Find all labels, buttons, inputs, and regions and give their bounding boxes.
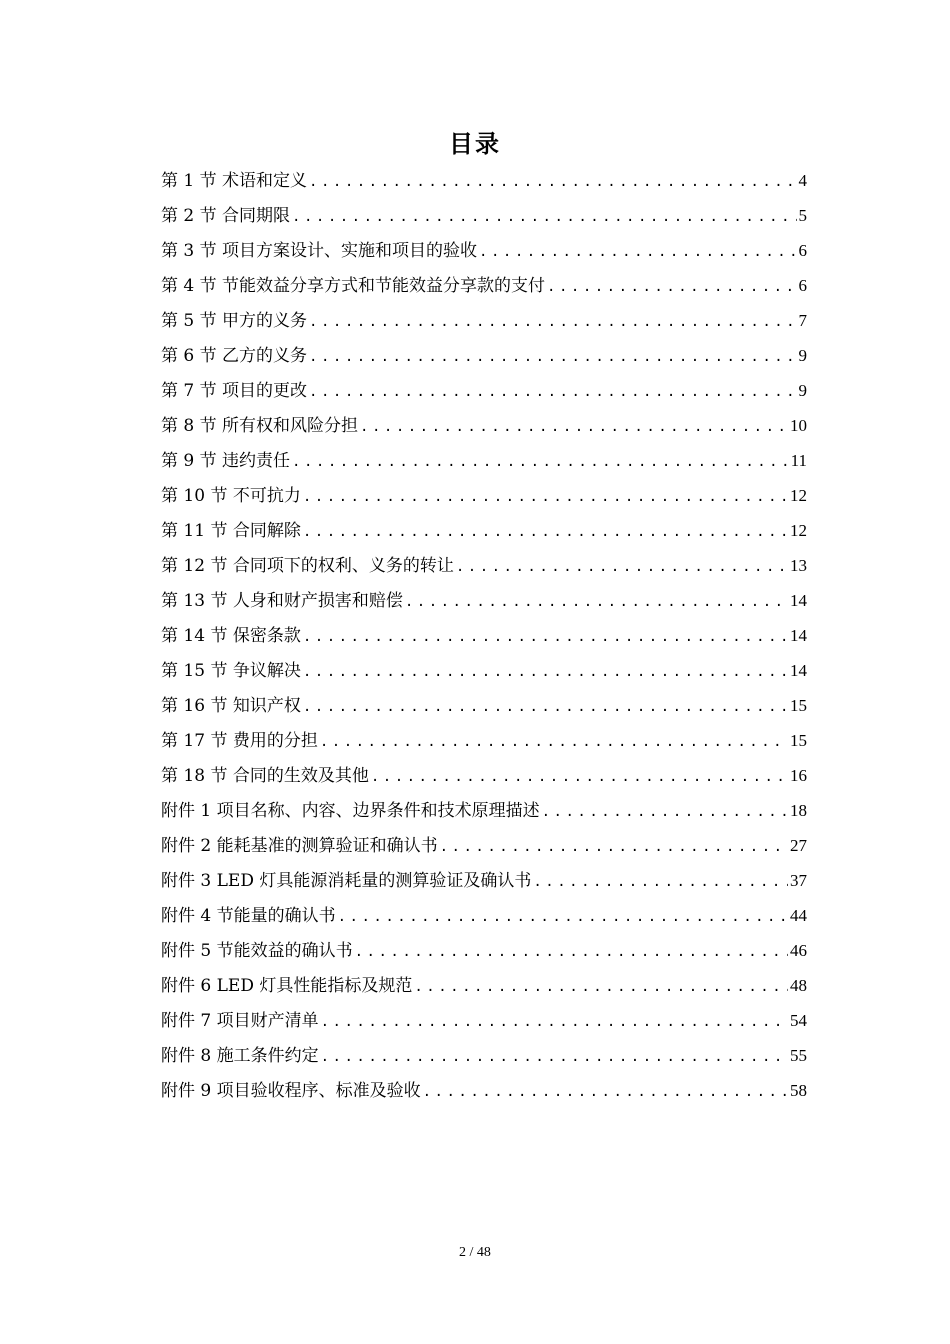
toc-entry-page-number: 4 [798, 171, 807, 190]
toc-entry[interactable] [161, 1003, 807, 1038]
toc-entry[interactable] [161, 548, 807, 583]
toc-entry[interactable] [161, 828, 807, 863]
toc-entry[interactable] [161, 268, 807, 303]
toc-dot-leader [405, 585, 788, 620]
toc-entry-label: 附件 1 项目名称、内容、边界条件和技术原理描述 [161, 801, 540, 821]
toc-entry-label: 附件 4 节能量的确认书 [161, 906, 336, 926]
toc-dot-leader [292, 200, 796, 235]
toc-entry[interactable] [161, 1073, 807, 1108]
toc-dot-leader [533, 865, 788, 900]
toc-dot-leader [303, 515, 788, 550]
toc-entry-page-number: 5 [798, 206, 807, 225]
toc-dot-leader [414, 970, 788, 1005]
toc-dot-leader [479, 235, 796, 270]
toc-dot-leader [338, 900, 788, 935]
toc-entry-page-number: 12 [790, 521, 807, 540]
toc-entry-label: 第 17 节 费用的分担 [161, 731, 318, 751]
toc-entry-label: 第 2 节 合同期限 [161, 206, 291, 226]
toc-entry[interactable] [161, 408, 807, 443]
toc-entry-label: 第 15 节 争议解决 [161, 661, 301, 681]
toc-dot-leader [423, 1075, 788, 1110]
toc-entry-label: 第 13 节 人身和财产损害和赔偿 [161, 591, 403, 611]
toc-dot-leader [440, 830, 788, 865]
toc-entry[interactable] [161, 968, 807, 1003]
toc-entry-page-number: 15 [790, 731, 807, 750]
toc-entry[interactable] [161, 303, 807, 338]
toc-entry[interactable] [161, 198, 807, 233]
toc-entry-label: 第 11 节 合同解除 [161, 521, 301, 541]
toc-entry[interactable] [161, 1038, 807, 1073]
toc-entry[interactable] [161, 478, 807, 513]
toc-entry[interactable] [161, 863, 807, 898]
toc-entry[interactable] [161, 793, 807, 828]
toc-entry[interactable] [161, 513, 807, 548]
toc-entry[interactable] [161, 933, 807, 968]
toc-dot-leader [355, 935, 788, 970]
toc-entry-label: 第 9 节 违约责任 [161, 451, 291, 471]
toc-entry[interactable] [161, 688, 807, 723]
toc-dot-leader [303, 655, 788, 690]
toc-dot-leader [292, 445, 789, 480]
toc-entry[interactable] [161, 163, 807, 198]
toc-dot-leader [309, 375, 796, 410]
toc-entry-page-number: 48 [790, 976, 807, 995]
toc-dot-leader [547, 270, 796, 305]
toc-entry-label: 附件 3 LED 灯具能源消耗量的测算验证及确认书 [161, 871, 532, 891]
toc-entry-label: 第 7 节 项目的更改 [161, 381, 308, 401]
toc-dot-leader [320, 725, 788, 760]
toc-entry-page-number: 44 [790, 906, 807, 925]
toc-entry-page-number: 6 [798, 276, 807, 295]
toc-entry-page-number: 27 [790, 836, 807, 855]
toc-dot-leader [303, 480, 788, 515]
toc-entry[interactable] [161, 653, 807, 688]
toc-title: 目录 [449, 129, 501, 158]
toc-entry-page-number: 58 [790, 1081, 807, 1100]
toc-entry-label: 第 4 节 节能效益分享方式和节能效益分享款的支付 [161, 276, 546, 296]
toc-entry[interactable] [161, 338, 807, 373]
toc-entry-page-number: 9 [798, 346, 807, 365]
toc-entry[interactable] [161, 723, 807, 758]
toc-entry-page-number: 11 [790, 451, 807, 470]
toc-entry-label: 第 10 节 不可抗力 [161, 486, 301, 506]
toc-dot-leader [321, 1040, 788, 1075]
toc-dot-leader [303, 690, 788, 725]
toc-entry-label: 第 6 节 乙方的义务 [161, 346, 308, 366]
toc-entry-label: 附件 5 节能效益的确认书 [161, 941, 353, 961]
toc-entry-label: 附件 6 LED 灯具性能指标及规范 [161, 976, 413, 996]
toc-entry-page-number: 7 [798, 311, 807, 330]
toc-entry-label: 附件 7 项目财产清单 [161, 1011, 319, 1031]
toc-entry-label: 附件 2 能耗基准的测算验证和确认书 [161, 836, 438, 856]
toc-entry-page-number: 55 [790, 1046, 807, 1065]
toc-dot-leader [456, 550, 788, 585]
toc-entry-page-number: 46 [790, 941, 807, 960]
toc-entry[interactable] [161, 443, 807, 478]
toc-entry-page-number: 14 [790, 591, 807, 610]
toc-entry[interactable] [161, 233, 807, 268]
toc-entry-label: 第 12 节 合同项下的权利、义务的转让 [161, 556, 454, 576]
toc-entry[interactable] [161, 373, 807, 408]
toc-entry-label: 附件 9 项目验收程序、标准及验收 [161, 1081, 421, 1101]
toc-entry-page-number: 15 [790, 696, 807, 715]
toc-entry-label: 第 8 节 所有权和风险分担 [161, 416, 359, 436]
toc-entry[interactable] [161, 583, 807, 618]
toc-entry-page-number: 6 [798, 241, 807, 260]
toc-dot-leader [371, 760, 788, 795]
toc-entry-page-number: 16 [790, 766, 807, 785]
toc-dot-leader [309, 340, 796, 375]
toc-dot-leader [309, 165, 796, 200]
table-of-contents [161, 163, 807, 1108]
toc-entry-page-number: 12 [790, 486, 807, 505]
toc-entry-page-number: 10 [790, 416, 807, 435]
toc-entry-label: 第 14 节 保密条款 [161, 626, 301, 646]
toc-dot-leader [360, 410, 788, 445]
toc-entry-label: 附件 8 施工条件约定 [161, 1046, 319, 1066]
toc-dot-leader [303, 620, 788, 655]
toc-entry-page-number: 54 [790, 1011, 807, 1030]
toc-entry-page-number: 14 [790, 626, 807, 645]
toc-dot-leader [542, 795, 788, 830]
toc-entry-label: 第 3 节 项目方案设计、实施和项目的验收 [161, 241, 478, 261]
toc-entry[interactable] [161, 618, 807, 653]
toc-entry[interactable] [161, 898, 807, 933]
toc-entry-label: 第 1 节 术语和定义 [161, 171, 308, 191]
toc-entry-label: 第 16 节 知识产权 [161, 696, 301, 716]
toc-dot-leader [321, 1005, 788, 1040]
toc-entry-page-number: 9 [798, 381, 807, 400]
toc-entry-page-number: 37 [790, 871, 807, 890]
toc-entry-page-number: 18 [790, 801, 807, 820]
toc-entry-page-number: 14 [790, 661, 807, 680]
page-number: 2 / 48 [459, 1245, 491, 1260]
toc-entry-page-number: 13 [790, 556, 807, 575]
toc-entry[interactable] [161, 758, 807, 793]
toc-dot-leader [309, 305, 796, 340]
toc-entry-label: 第 5 节 甲方的义务 [161, 311, 308, 331]
toc-entry-label: 第 18 节 合同的生效及其他 [161, 766, 369, 786]
